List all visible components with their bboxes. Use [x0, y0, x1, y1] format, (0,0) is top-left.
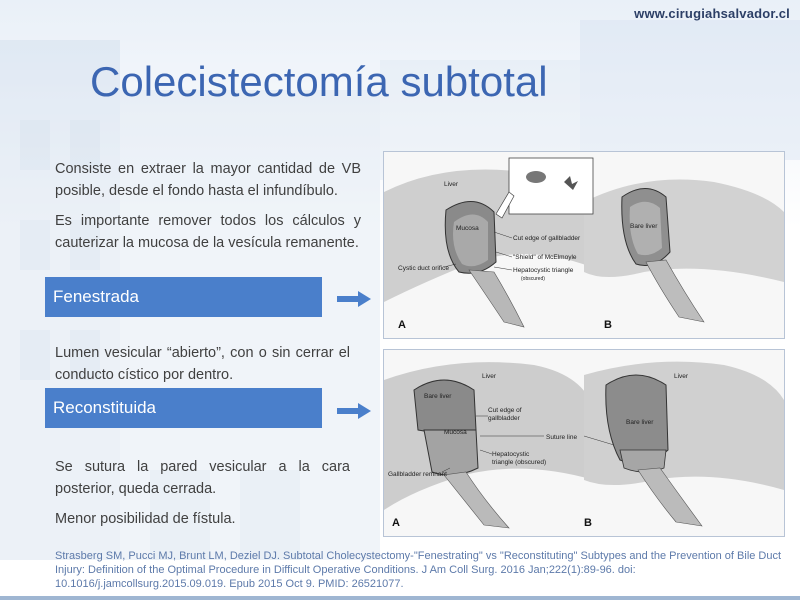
- label-cut-edge-2: gallbladder: [488, 415, 520, 422]
- reference-citation: Strasberg SM, Pucci MJ, Brunt LM, Deziel DJ. Subtotal Cholecystectomy-"Fenestrating" vs "Reconstituting" Subtypes and the Prevention of Bile Duct Injury: Definition of the Optimal Procedure in Difficult Operative Conditions. J Am Coll Surg. 2016 Jan;222(1):89-96. doi: 10.1016/j.jamcollsurg.2015.09.019. Epub 2015 Oct 9. PMID: 26521077.: [55, 550, 782, 590]
- fenestrating-illustration: [383, 151, 785, 339]
- label-cut-edge: Cut edge of gallbladder: [513, 235, 581, 242]
- label-hepatocystic: Hepatocystic: [492, 451, 530, 458]
- right-arrow-icon: [337, 291, 371, 307]
- label-cystic-orifice: Cystic duct orifice: [398, 265, 449, 272]
- reconstituida-description: Se sutura la pared vesicular a la cara posterior, queda cerrada.: [55, 459, 350, 497]
- fenestrada-description: Lumen vesicular “abierto”, con o sin cerrar el conducto cístico por dentro.: [55, 345, 350, 383]
- reconstituting-illustration: [383, 349, 785, 537]
- bottom-accent-bar: [0, 596, 800, 600]
- label-bare-liver: Bare liver: [630, 223, 658, 230]
- panel-a-letter: A: [392, 517, 400, 529]
- label-triangle: triangle (obscured): [492, 459, 547, 466]
- fenestrada-heading: Fenestrada: [45, 277, 322, 317]
- label-gallbladder-remnant: Gallbladder remnant: [388, 471, 447, 478]
- intro-paragraph-1: Consiste en extraer la mayor cantidad de VB posible, desde el fondo hasta el infundíbulo.: [55, 161, 361, 199]
- label-liver-b: Liver: [674, 373, 689, 380]
- label-shield: "Shield" of McElmoyle: [513, 254, 577, 261]
- label-obscured: (obscured): [521, 276, 545, 282]
- panel-a-letter: A: [398, 319, 406, 331]
- label-cut-edge: Cut edge of: [488, 407, 522, 414]
- label-liver-a: Liver: [482, 373, 497, 380]
- panel-b-letter: B: [584, 517, 592, 529]
- reconstituida-heading: Reconstituida: [45, 388, 322, 428]
- label-liver: Liver: [444, 181, 459, 188]
- right-arrow-icon: [337, 403, 371, 419]
- label-bare-liver-a: Bare liver: [424, 393, 452, 400]
- label-mucosa: Mucosa: [444, 429, 467, 436]
- website-url: www.cirugiahsalvador.cl: [634, 6, 790, 21]
- label-bare-liver-b: Bare liver: [626, 419, 654, 426]
- reconstituida-benefit: Menor posibilidad de fístula.: [55, 511, 236, 527]
- label-hepatocystic: Hepatocystic triangle: [513, 267, 574, 274]
- slide-title: Colecistectomía subtotal: [90, 58, 548, 105]
- label-mucosa: Mucosa: [456, 225, 479, 232]
- intro-paragraph-2: Es importante remover todos los cálculos y cauterizar la mucosa de la vesícula remanente.: [55, 213, 361, 251]
- label-suture-line: Suture line: [546, 434, 578, 441]
- panel-b-letter: B: [604, 319, 612, 331]
